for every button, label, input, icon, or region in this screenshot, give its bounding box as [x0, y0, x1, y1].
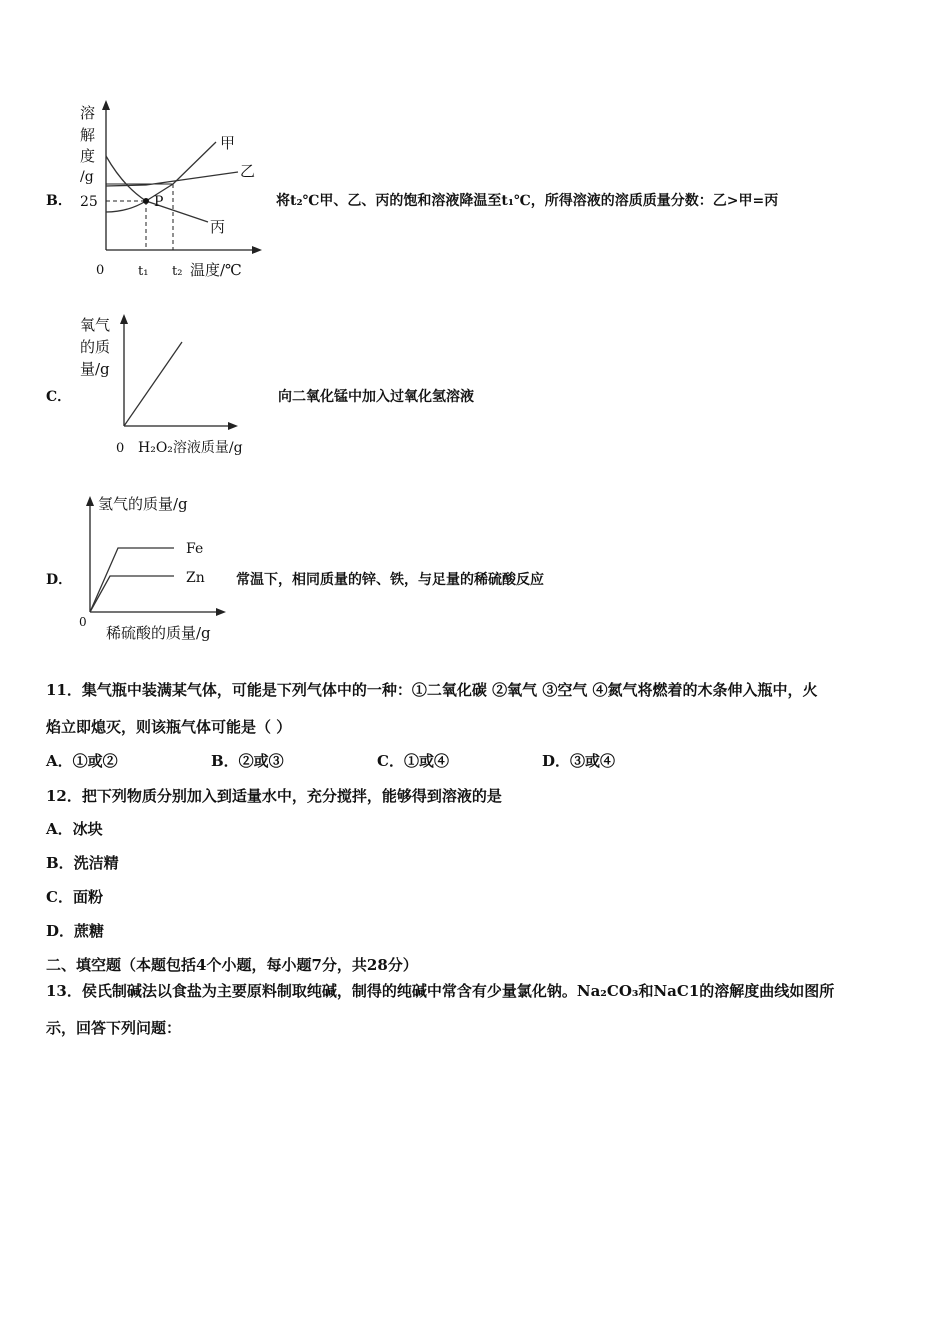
x-axis-label: 温度/℃: [190, 261, 242, 279]
curve-bing-label: 丙: [210, 218, 226, 236]
y-label-line: 量/g: [80, 360, 110, 378]
option-b-label: B．: [46, 193, 72, 209]
q13-line1: 13．侯氏制碱法以食盐为主要原料制取纯碱，制得的纯碱中常含有少量氯化钠。Na₂CO₃和NaC1的溶解度曲线如图所: [46, 982, 835, 1000]
oxygen-line: [124, 342, 182, 426]
curve-bing: [106, 156, 208, 222]
q11-choice-a: A．①或②: [46, 752, 118, 770]
option-c-text: 向二氧化锰中加入过氧化氢溶液: [278, 389, 474, 405]
y-axis-label: 氢气的质量/g: [98, 495, 188, 513]
q13-line2: 示，回答下列问题：: [46, 1019, 182, 1037]
curve-jia-label: 甲: [220, 134, 236, 152]
y-label-char: 溶: [80, 104, 96, 122]
option-d-text: 常温下，相同质量的锌、铁，与足量的稀硫酸反应: [236, 572, 544, 588]
q12-choice-c: C．面粉: [46, 888, 103, 906]
y-label-char: /g: [80, 169, 94, 185]
zn-line: [90, 576, 174, 612]
fe-label: Fe: [186, 541, 204, 557]
option-d-label: D．: [46, 572, 73, 588]
option-b-text: 将t₂℃甲、乙、丙的饱和溶液降温至t₁℃，所得溶液的溶质质量分数：乙>甲=丙: [276, 193, 779, 209]
y-label-char: 度: [80, 147, 96, 165]
origin-label: 0: [116, 441, 125, 456]
q11-line1: 11．集气瓶中装满某气体，可能是下列气体中的一种：①二氧化碳 ②氧气 ③空气 ④氮气将燃着的木条伸入瓶中，火: [46, 681, 818, 699]
point-p-label: P: [154, 194, 164, 210]
y-label-line: 氧气: [80, 316, 111, 334]
q11-choice-b: B．②或③: [211, 752, 284, 770]
q12-choice-d: D．蔗糖: [46, 922, 105, 940]
q11-line2: 焰立即熄灭，则该瓶气体可能是（ ）: [46, 718, 292, 736]
fe-line: [90, 548, 174, 612]
hydrogen-graph: [70, 486, 240, 646]
q12-stem: 12．把下列物质分别加入到适量水中，充分搅拌，能够得到溶液的是: [46, 787, 502, 805]
y-label-line: 的质: [80, 338, 111, 356]
x-axis-arrow: [252, 246, 262, 254]
q11-choice-d: D．③或④: [542, 752, 616, 770]
t1-label: t₁: [138, 264, 149, 279]
q12-choice-b: B．洗洁精: [46, 854, 119, 872]
x-axis-label: H₂O₂溶液质量/g: [138, 440, 243, 456]
origin-label: 0: [79, 615, 87, 629]
y-tick-25: 25: [80, 194, 98, 210]
option-c-label: C．: [46, 389, 72, 405]
oxygen-graph: [72, 306, 272, 466]
q12-choice-a: A．冰块: [46, 820, 103, 838]
x-axis-label: 稀硫酸的质量/g: [106, 624, 211, 642]
t2-label: t₂: [172, 264, 183, 279]
solubility-graph: [68, 96, 278, 286]
y-axis-arrow: [102, 100, 110, 110]
q11-choice-c: C．①或④: [377, 752, 449, 770]
y-label-char: 解: [80, 126, 96, 144]
point-p: [143, 198, 149, 204]
curve-yi-label: 乙: [240, 162, 256, 180]
origin-label: 0: [96, 263, 105, 278]
zn-label: Zn: [186, 570, 205, 586]
section2-title: 二、填空题（本题包括4个小题，每小题7分，共28分）: [46, 956, 418, 974]
